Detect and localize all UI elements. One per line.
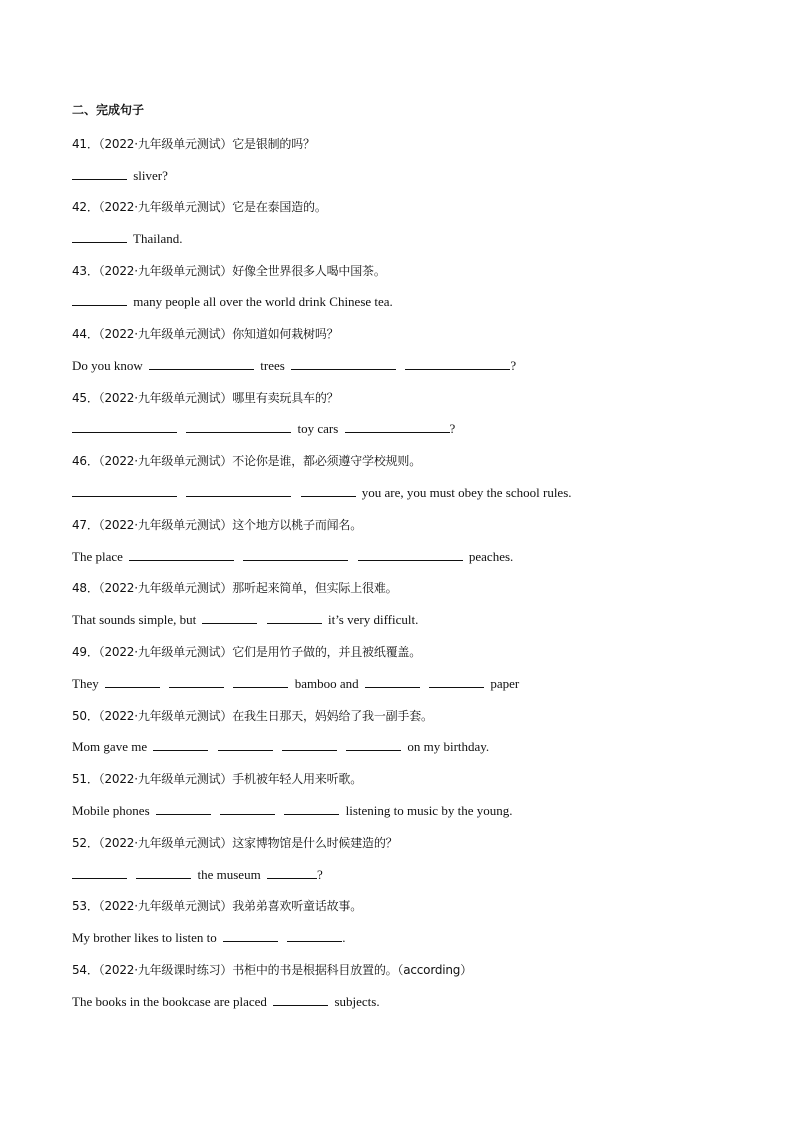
answer-blank[interactable] — [153, 739, 208, 751]
answer-blank[interactable] — [149, 358, 254, 370]
answer-blank[interactable] — [267, 867, 317, 879]
answer-line-52: the museum ? — [72, 867, 323, 883]
answer-line-46: you are, you must obey the school rules. — [72, 485, 572, 501]
answer-blank[interactable] — [429, 676, 484, 688]
answer-blank[interactable] — [282, 739, 337, 751]
answer-line-53: My brother likes to listen to . — [72, 930, 346, 945]
answer-blank[interactable] — [136, 867, 191, 879]
answer-blank[interactable] — [72, 421, 177, 433]
answer-blank[interactable] — [346, 739, 401, 751]
answer-blank[interactable] — [186, 485, 291, 497]
question-51: 51．（2022·九年级单元测试）手机被年轻人用来听歌。 — [72, 772, 363, 786]
answer-blank[interactable] — [345, 421, 450, 433]
answer-blank[interactable] — [202, 612, 257, 624]
question-45: 45．（2022·九年级单元测试）哪里有卖玩具车的？ — [72, 391, 339, 405]
answer-blank[interactable] — [291, 358, 396, 370]
answer-blank[interactable] — [243, 549, 348, 561]
answer-line-51: Mobile phones listening to music by the young. — [72, 803, 513, 818]
answer-blank[interactable] — [72, 168, 127, 180]
answer-blank[interactable] — [284, 803, 339, 815]
question-44: 44．（2022·九年级单元测试）你知道如何栽树吗？ — [72, 327, 339, 341]
question-48: 48．（2022·九年级单元测试）那听起来简单，但实际上很难。 — [72, 581, 398, 595]
question-46: 46．（2022·九年级单元测试）不论你是谁，都必须遵守学校规则。 — [72, 454, 422, 468]
answer-line-42: Thailand. — [72, 231, 182, 247]
answer-blank[interactable] — [72, 485, 177, 497]
answer-blank[interactable] — [301, 485, 356, 497]
question-54: 54．（2022·九年级课时练习）书柜中的书是根据科目放置的。（according） — [72, 963, 473, 977]
answer-blank[interactable] — [267, 612, 322, 624]
answer-line-49: They bamboo and paper — [72, 676, 520, 691]
answer-line-43: many people all over the world drink Chinese tea. — [72, 294, 393, 310]
answer-blank[interactable] — [273, 994, 328, 1006]
question-49: 49．（2022·九年级单元测试）它们是用竹子做的，并且被纸覆盖。 — [72, 645, 422, 659]
question-41: 41．（2022·九年级单元测试）它是银制的吗？ — [72, 137, 315, 151]
answer-blank[interactable] — [365, 676, 420, 688]
answer-blank[interactable] — [218, 739, 273, 751]
answer-blank[interactable] — [105, 676, 160, 688]
answer-blank[interactable] — [223, 930, 278, 942]
question-52: 52．（2022·九年级单元测试）这家博物馆是什么时候建造的？ — [72, 836, 398, 850]
answer-blank[interactable] — [233, 676, 288, 688]
section-title: 二、完成句子 — [72, 103, 145, 117]
answer-line-44: Do you know trees ? — [72, 358, 517, 373]
question-47: 47．（2022·九年级单元测试）这个地方以桃子而闻名。 — [72, 518, 363, 532]
answer-blank[interactable] — [72, 294, 127, 306]
answer-line-50: Mom gave me on my birthday. — [72, 739, 490, 754]
answer-blank[interactable] — [287, 930, 342, 942]
answer-blank[interactable] — [156, 803, 211, 815]
answer-blank[interactable] — [169, 676, 224, 688]
question-42: 42．（2022·九年级单元测试）它是在泰国造的。 — [72, 200, 327, 214]
answer-line-48: That sounds simple, but it’s very difficult. — [72, 612, 419, 627]
answer-blank[interactable] — [129, 549, 234, 561]
answer-line-54: The books in the bookcase are placed subjects. — [72, 994, 380, 1009]
question-50: 50．（2022·九年级单元测试）在我生日那天，妈妈给了我一副手套。 — [72, 709, 433, 723]
answer-blank[interactable] — [72, 867, 127, 879]
answer-blank[interactable] — [220, 803, 275, 815]
answer-blank[interactable] — [358, 549, 463, 561]
question-53: 53．（2022·九年级单元测试）我弟弟喜欢听童话故事。 — [72, 899, 363, 913]
answer-line-45: toy cars ? — [72, 421, 455, 437]
answer-blank[interactable] — [405, 358, 510, 370]
question-43: 43．（2022·九年级单元测试）好像全世界很多人喝中国茶。 — [72, 264, 386, 278]
answer-blank[interactable] — [186, 421, 291, 433]
answer-line-41: sliver? — [72, 168, 168, 184]
answer-line-47: The place peaches. — [72, 549, 514, 564]
answer-blank[interactable] — [72, 231, 127, 243]
